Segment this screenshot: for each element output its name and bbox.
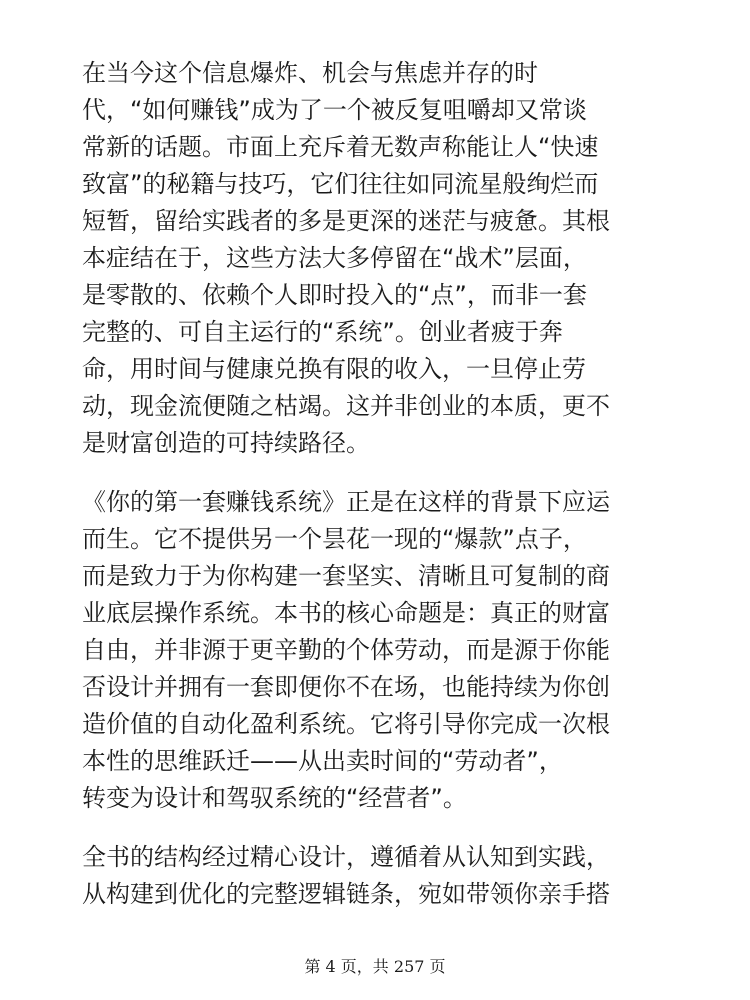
text-line: 在当今这个信息爆炸、机会与焦虑并存的时: [82, 59, 538, 87]
text-line: 从构建到优化的完整逻辑链条，宛如带领你亲手搭: [82, 880, 610, 908]
text-line: 是零散的、依赖个人即时投入的“点”，而非一套: [82, 281, 587, 309]
text-line: 代，“如何赚钱”成为了一个被反复咀嚼却又常谈: [82, 96, 587, 124]
text-line: 业底层操作系统。本书的核心命题是：真正的财富: [82, 599, 610, 627]
text-line: 而生。它不提供另一个昙花一现的“爆款”点子，: [82, 525, 587, 553]
text-line: 本症结在于，这些方法大多停留在“战术”层面，: [82, 244, 587, 272]
text-line: 命，用时间与健康兑换有限的收入，一旦停止劳: [82, 355, 586, 383]
text-line: 否设计并拥有一套即便你不在场，也能持续为你创: [82, 673, 610, 701]
text-line: 而是致力于为你构建一套坚实、清晰且可复制的商: [82, 562, 610, 590]
paragraph-1: [82, 55, 672, 462]
text-line: 常新的话题。市面上充斥着无数声称能让人“快速: [82, 133, 599, 161]
text-line: 短暂，留给实践者的多是更深的迷茫与疲惫。其根: [82, 207, 610, 235]
page-body: [82, 55, 672, 913]
text-line: 造价值的自动化盈利系统。它将引导你完成一次根: [82, 710, 610, 738]
text-line: 完整的、可自主运行的“系统”。创业者疲于奔: [82, 318, 563, 346]
text-line: 全书的结构经过精心设计，遵循着从认知到实践，: [82, 843, 610, 871]
paragraph-3: [82, 839, 672, 913]
text-line: 致富”的秘籍与技巧，它们往往如同流星般绚烂而: [82, 170, 599, 198]
text-line: 《你的第一套赚钱系统》正是在这样的背景下应运: [82, 488, 610, 516]
text-line: 自由，并非源于更辛勤的个体劳动，而是源于你能: [82, 636, 610, 664]
text-line: 是财富创造的可持续路径。: [82, 429, 370, 457]
text-line: 本性的思维跃迁——从出卖时间的“劳动者”，: [82, 747, 563, 775]
text-line: 动，现金流便随之枯竭。这并非创业的本质，更不: [82, 392, 610, 420]
text-line: 转变为设计和驾驭系统的“经营者”。: [82, 784, 467, 812]
paragraph-2: [82, 484, 672, 817]
page-number-footer: 第 4 页，共 257 页: [304, 957, 446, 976]
